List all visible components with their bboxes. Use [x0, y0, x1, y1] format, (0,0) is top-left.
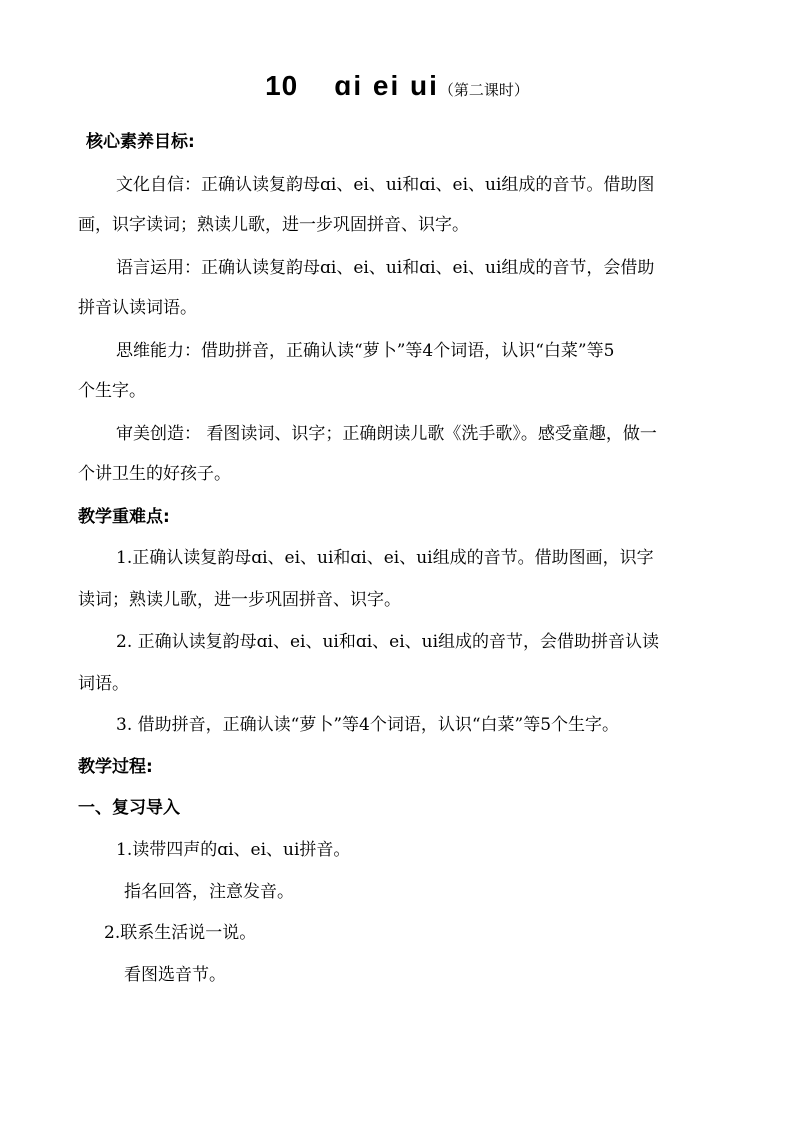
key-point-2-line1: 2. 正确认读复韵母ɑi、ei、ui和ɑi、ei、ui组成的音节，会借助拼音认读 — [116, 632, 660, 652]
step-1-note: 指名回答，注意发音。 — [124, 882, 294, 902]
goal-culture-line2: 画，识字读词；熟读儿歌，进一步巩固拼音、识字。 — [78, 215, 469, 235]
goal-aesthetic-line1: 审美创造： 看图读词、识字；正确朗读儿歌《洗手歌》。感受童趣，做一 — [116, 424, 657, 444]
step-1: 1.读带四声的ɑi、ei、ui拼音。 — [116, 840, 351, 860]
section-review-heading: 一、复习导入 — [78, 798, 180, 818]
process-heading: 教学过程: — [78, 757, 153, 777]
lesson-number: 10 — [265, 70, 299, 101]
goal-language-line1: 语言运用：正确认读复韵母ɑi、ei、ui和ɑi、ei、ui组成的音节，会借助 — [116, 258, 655, 278]
key-point-2-line2: 词语。 — [78, 674, 129, 694]
lesson-subtitle: （第二课时） — [438, 81, 529, 99]
goal-thinking-line2: 个生字。 — [78, 381, 146, 401]
goal-thinking-line1: 思维能力：借助拼音，正确认读“萝卜”等4个词语，认识“白菜”等5 — [116, 341, 615, 361]
goal-aesthetic-line2: 个讲卫生的好孩子。 — [78, 464, 231, 484]
step-2-note: 看图选音节。 — [124, 965, 226, 985]
key-point-1-line1: 1.正确认读复韵母ɑi、ei、ui和ɑi、ei、ui组成的音节。借助图画，识字 — [116, 548, 654, 568]
key-points-heading: 教学重难点: — [78, 507, 170, 527]
key-point-3-line1: 3. 借助拼音，正确认读“萝卜”等4个词语，认识“白菜”等5个生字。 — [116, 715, 620, 735]
key-point-1-line2: 读词；熟读儿歌，进一步巩固拼音、识字。 — [78, 590, 401, 610]
step-2: 2.联系生活说一说。 — [104, 923, 257, 943]
goal-culture-line1: 文化自信：正确认读复韵母ɑi、ei、ui和ɑi、ei、ui组成的音节。借助图 — [116, 175, 655, 195]
lesson-pinyin: ɑi ei ui — [334, 70, 439, 101]
core-goals-heading: 核心素养目标: — [86, 132, 195, 152]
lesson-title — [0, 70, 794, 102]
goal-language-line2: 拼音认读词语。 — [78, 298, 197, 318]
